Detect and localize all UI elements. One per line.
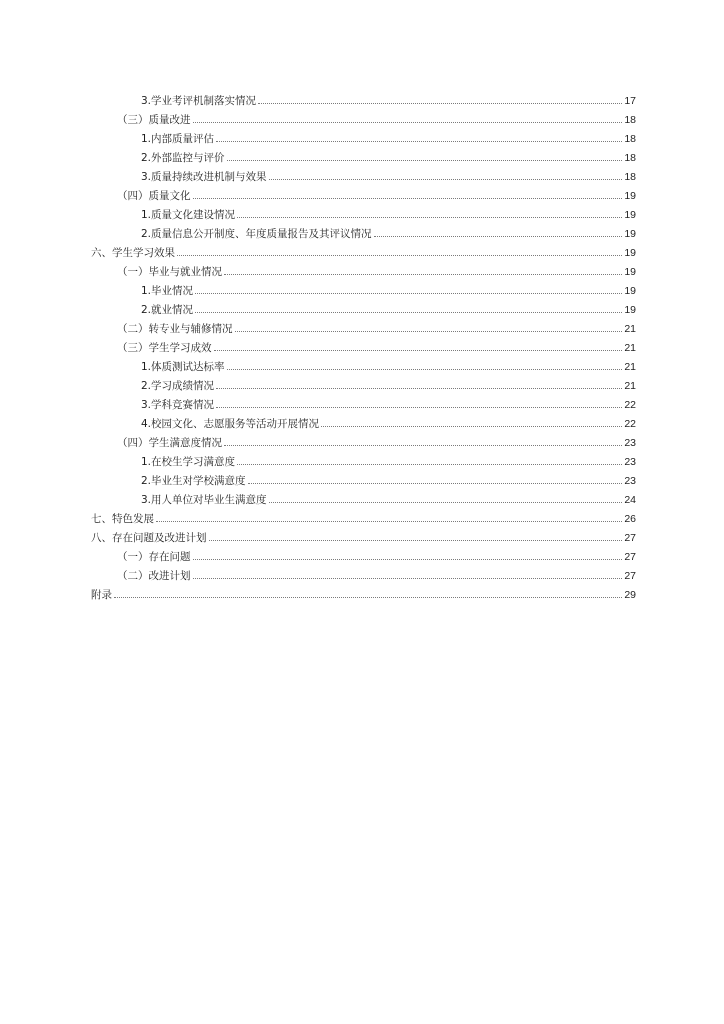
toc-entry[interactable] <box>91 221 636 240</box>
toc-entry[interactable] <box>91 316 636 335</box>
toc-dot-leader <box>193 198 623 199</box>
toc-page-number: 23 <box>624 456 636 468</box>
toc-entry-title: 3.用人单位对毕业生满意度 <box>141 494 267 506</box>
toc-page-number: 26 <box>624 513 636 525</box>
toc-entry[interactable] <box>91 392 636 411</box>
toc-entry-title: （二）改进计划 <box>117 570 191 582</box>
toc-entry[interactable] <box>91 506 636 525</box>
toc-dot-leader <box>269 502 623 503</box>
toc-page-number: 19 <box>624 209 636 221</box>
toc-entry[interactable] <box>91 430 636 449</box>
toc-dot-leader <box>193 559 623 560</box>
toc-dot-leader <box>195 312 622 313</box>
toc-entry[interactable] <box>91 354 636 373</box>
toc-entry[interactable] <box>91 126 636 145</box>
toc-entry[interactable] <box>91 411 636 430</box>
toc-dot-leader <box>177 255 622 256</box>
toc-entry[interactable] <box>91 563 636 582</box>
toc-dot-leader <box>224 274 622 275</box>
toc-dot-leader <box>227 160 623 161</box>
toc-dot-leader <box>114 597 622 598</box>
toc-page-number: 18 <box>624 152 636 164</box>
toc-page-number: 21 <box>624 323 636 335</box>
toc-entry-title: 4.校园文化、志愿服务等活动开展情况 <box>141 418 320 430</box>
toc-page-number: 19 <box>624 228 636 240</box>
toc-entry[interactable] <box>91 164 636 183</box>
toc-dot-leader <box>321 426 622 427</box>
toc-page-number: 24 <box>624 494 636 506</box>
toc-page-number: 19 <box>624 285 636 297</box>
toc-entry[interactable] <box>91 449 636 468</box>
toc-page-number: 19 <box>624 266 636 278</box>
toc-dot-leader <box>237 464 622 465</box>
toc-entry-title: 1.在校生学习满意度 <box>141 456 236 468</box>
toc-dot-leader <box>216 141 622 142</box>
toc-entry[interactable] <box>91 88 636 107</box>
toc-page-number: 21 <box>624 361 636 373</box>
toc-dot-leader <box>214 350 623 351</box>
toc-entry[interactable] <box>91 335 636 354</box>
toc-entry-title: 1.体质测试达标率 <box>141 361 225 373</box>
toc-dot-leader <box>237 217 622 218</box>
toc-dot-leader <box>235 331 623 332</box>
toc-entry[interactable] <box>91 373 636 392</box>
toc-page-number: 18 <box>624 171 636 183</box>
toc-dot-leader <box>195 293 622 294</box>
toc-entry-title: 3.学业考评机制落实情况 <box>141 95 257 107</box>
toc-entry[interactable] <box>91 202 636 221</box>
toc-dot-leader <box>193 122 623 123</box>
toc-page-number: 21 <box>624 342 636 354</box>
toc-entry-title: 2.外部监控与评价 <box>141 152 225 164</box>
toc-entry-title: 2.质量信息公开制度、年度质量报告及其评议情况 <box>141 228 372 240</box>
toc-entry-title: 六、学生学习效果 <box>91 247 175 259</box>
toc-page-number: 27 <box>624 551 636 563</box>
toc-entry-title: 七、特色发展 <box>91 513 154 525</box>
table-of-contents <box>91 88 636 601</box>
toc-page-number: 18 <box>624 133 636 145</box>
toc-page-number: 27 <box>624 570 636 582</box>
toc-entry-title: 1.质量文化建设情况 <box>141 209 236 221</box>
toc-entry[interactable] <box>91 297 636 316</box>
toc-page-number: 19 <box>624 304 636 316</box>
toc-page-number: 19 <box>624 190 636 202</box>
toc-dot-leader <box>209 540 623 541</box>
toc-entry[interactable] <box>91 107 636 126</box>
toc-entry[interactable] <box>91 183 636 202</box>
toc-entry[interactable] <box>91 525 636 544</box>
toc-entry-title: （一）毕业与就业情况 <box>117 266 222 278</box>
toc-dot-leader <box>224 445 622 446</box>
toc-entry-title: （三）学生学习成效 <box>117 342 212 354</box>
toc-entry[interactable] <box>91 145 636 164</box>
toc-entry[interactable] <box>91 468 636 487</box>
toc-entry[interactable] <box>91 259 636 278</box>
toc-page-number: 23 <box>624 475 636 487</box>
toc-entry-title: 1.毕业情况 <box>141 285 194 297</box>
toc-entry-title: （三）质量改进 <box>117 114 191 126</box>
toc-entry-title: （一）存在问题 <box>117 551 191 563</box>
toc-entry[interactable] <box>91 240 636 259</box>
toc-dot-leader <box>156 521 622 522</box>
toc-dot-leader <box>216 388 622 389</box>
toc-entry-title: 2.就业情况 <box>141 304 194 316</box>
toc-page-number: 18 <box>624 114 636 126</box>
toc-entry-title: （二）转专业与辅修情况 <box>117 323 233 335</box>
toc-page-number: 29 <box>624 589 636 601</box>
toc-entry-title: 2.学习成绩情况 <box>141 380 215 392</box>
toc-entry[interactable] <box>91 544 636 563</box>
toc-entry-title: 3.学科竞赛情况 <box>141 399 215 411</box>
toc-entry-title: （四）学生满意度情况 <box>117 437 222 449</box>
toc-dot-leader <box>216 407 622 408</box>
toc-entry-title: 3.质量持续改进机制与效果 <box>141 171 267 183</box>
toc-entry[interactable] <box>91 487 636 506</box>
toc-page-number: 23 <box>624 437 636 449</box>
toc-entry-title: 八、存在问题及改进计划 <box>91 532 207 544</box>
toc-entry-title: 1.内部质量评估 <box>141 133 215 145</box>
toc-entry-title: 2.毕业生对学校满意度 <box>141 475 246 487</box>
toc-page-number: 27 <box>624 532 636 544</box>
toc-entry-title: 附录 <box>91 589 112 601</box>
toc-entry[interactable] <box>91 582 636 601</box>
toc-entry-title: （四）质量文化 <box>117 190 191 202</box>
toc-page-number: 21 <box>624 380 636 392</box>
toc-dot-leader <box>374 236 623 237</box>
toc-page-number: 22 <box>624 418 636 430</box>
toc-page-number: 22 <box>624 399 636 411</box>
toc-page-number: 17 <box>624 95 636 107</box>
toc-dot-leader <box>248 483 623 484</box>
toc-page-number: 19 <box>624 247 636 259</box>
toc-dot-leader <box>258 103 622 104</box>
toc-entry[interactable] <box>91 278 636 297</box>
toc-dot-leader <box>227 369 623 370</box>
toc-dot-leader <box>193 578 623 579</box>
toc-dot-leader <box>269 179 623 180</box>
